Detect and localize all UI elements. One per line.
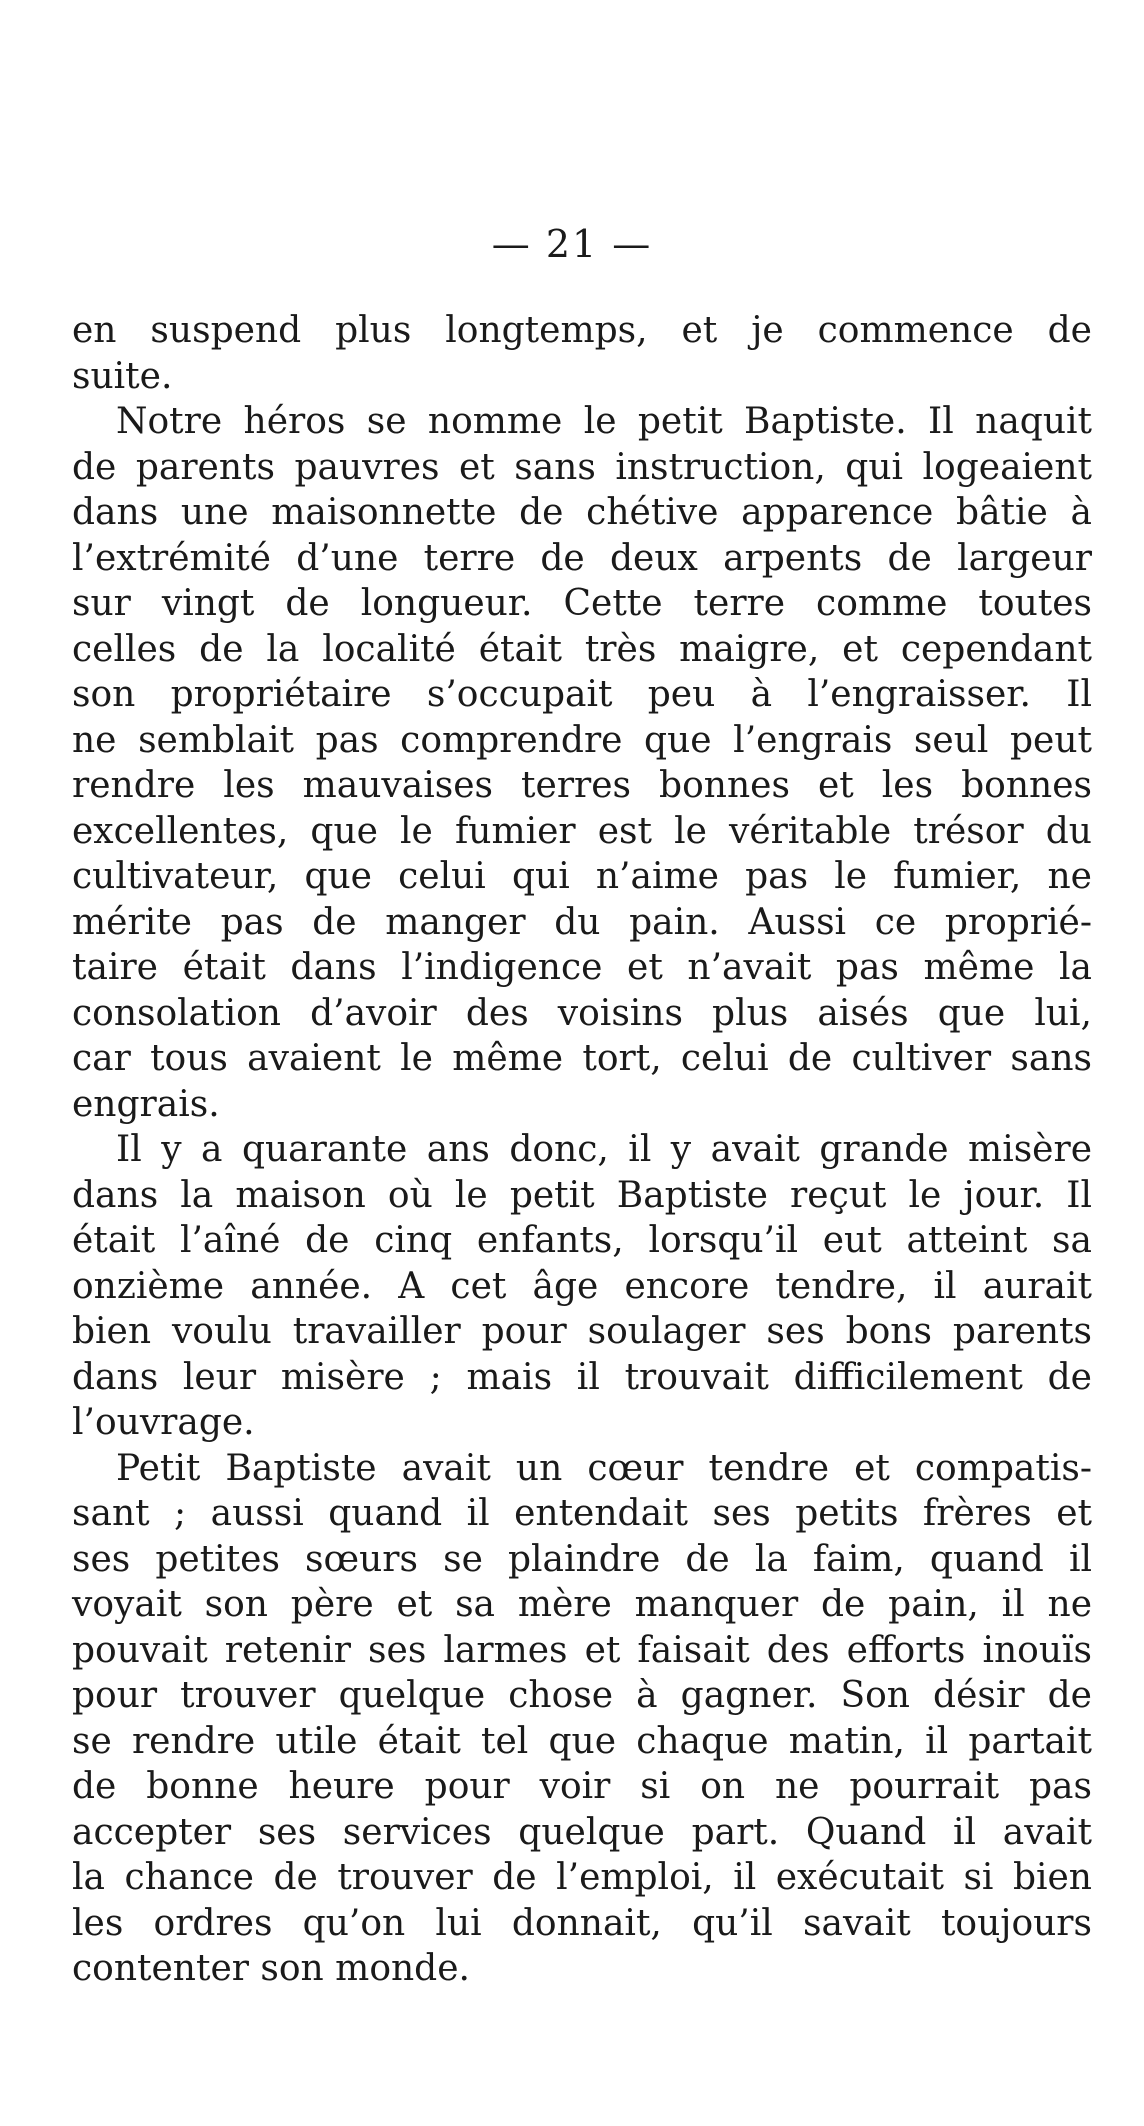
text-line: de parents pauvres et sans instruction, qui logeaient — [72, 446, 1092, 488]
text-line: dans leur misère ; mais il trouvait difficilement de — [72, 1356, 1092, 1398]
text-line: ses petites sœurs se plaindre de la faim, quand il — [72, 1538, 1092, 1580]
text-line: son propriétaire s’occupait peu à l’engraisser. Il — [72, 674, 1092, 715]
body-text — [72, 308, 1092, 1992]
paragraph-first-line: Petit Baptiste avait un cœur tendre et compatis- — [116, 1447, 1092, 1489]
text-line: sant ; aussi quand il entendait ses petits frères et — [72, 1493, 1092, 1534]
text-line: dans une maisonnette de chétive apparence bâtie à — [72, 492, 1092, 533]
text-line: mérite pas de manger du pain. Aussi ce proprié- — [72, 901, 1092, 943]
paragraph-first-line: Notre héros se nomme le petit Baptiste. Il naquit — [116, 401, 1092, 442]
paragraph-first-line: Il y a quarante ans donc, il y avait grande misère — [116, 1129, 1092, 1170]
text-line: de bonne heure pour voir si on ne pourrait pas — [72, 1766, 1092, 1807]
text-line: l’ouvrage. — [72, 1402, 255, 1443]
text-line: contenter son monde. — [72, 1948, 470, 1989]
text-line: onzième année. A cet âge encore tendre, il aurait — [72, 1265, 1092, 1307]
text-line: excellentes, que le fumier est le véritable trésor du — [72, 810, 1092, 852]
page-number: — 21 — — [491, 222, 653, 266]
text-line: voyait son père et sa mère manquer de pain, il ne — [72, 1584, 1092, 1625]
text-line: cultivateur, que celui qui n’aime pas le fumier, ne — [72, 856, 1092, 897]
text-line: taire était dans l’indigence et n’avait pas même la — [72, 947, 1092, 988]
text-line: pour trouver quelque chose à gagner. Son désir de — [72, 1675, 1092, 1716]
text-line: était l’aîné de cinq enfants, lorsqu’il eut atteint sa — [72, 1220, 1092, 1261]
text-line: bien voulu travailler pour soulager ses bons parents — [72, 1311, 1092, 1352]
text-line: dans la maison où le petit Baptiste reçut le jour. Il — [72, 1174, 1092, 1216]
text-line: car tous avaient le même tort, celui de cultiver sans — [72, 1038, 1092, 1079]
text-line: celles de la localité était très maigre, et cependant — [72, 628, 1092, 670]
text-line: la chance de trouver de l’emploi, il exécutait si bien — [72, 1857, 1092, 1898]
text-line: l’extrémité d’une terre de deux arpents de largeur — [72, 537, 1092, 579]
text-line: rendre les mauvaises terres bonnes et les bonnes — [72, 765, 1092, 806]
text-line: engrais. — [72, 1083, 220, 1125]
text-line: sur vingt de longueur. Cette terre comme toutes — [72, 583, 1092, 624]
text-line: se rendre utile était tel que chaque matin, il partait — [72, 1720, 1092, 1762]
text-line: consolation d’avoir des voisins plus aisés que lui, — [72, 992, 1092, 1034]
text-line: les ordres qu’on lui donnait, qu’il savait toujours — [72, 1902, 1092, 1944]
text-line: en suspend plus longtemps, et je commence de — [72, 310, 1092, 351]
text-line: suite. — [72, 355, 173, 397]
text-line: pouvait retenir ses larmes et faisait des efforts inouïs — [72, 1629, 1092, 1671]
text-line: accepter ses services quelque part. Quand il avait — [72, 1811, 1092, 1853]
text-line: ne semblait pas comprendre que l’engrais seul peut — [72, 719, 1092, 761]
